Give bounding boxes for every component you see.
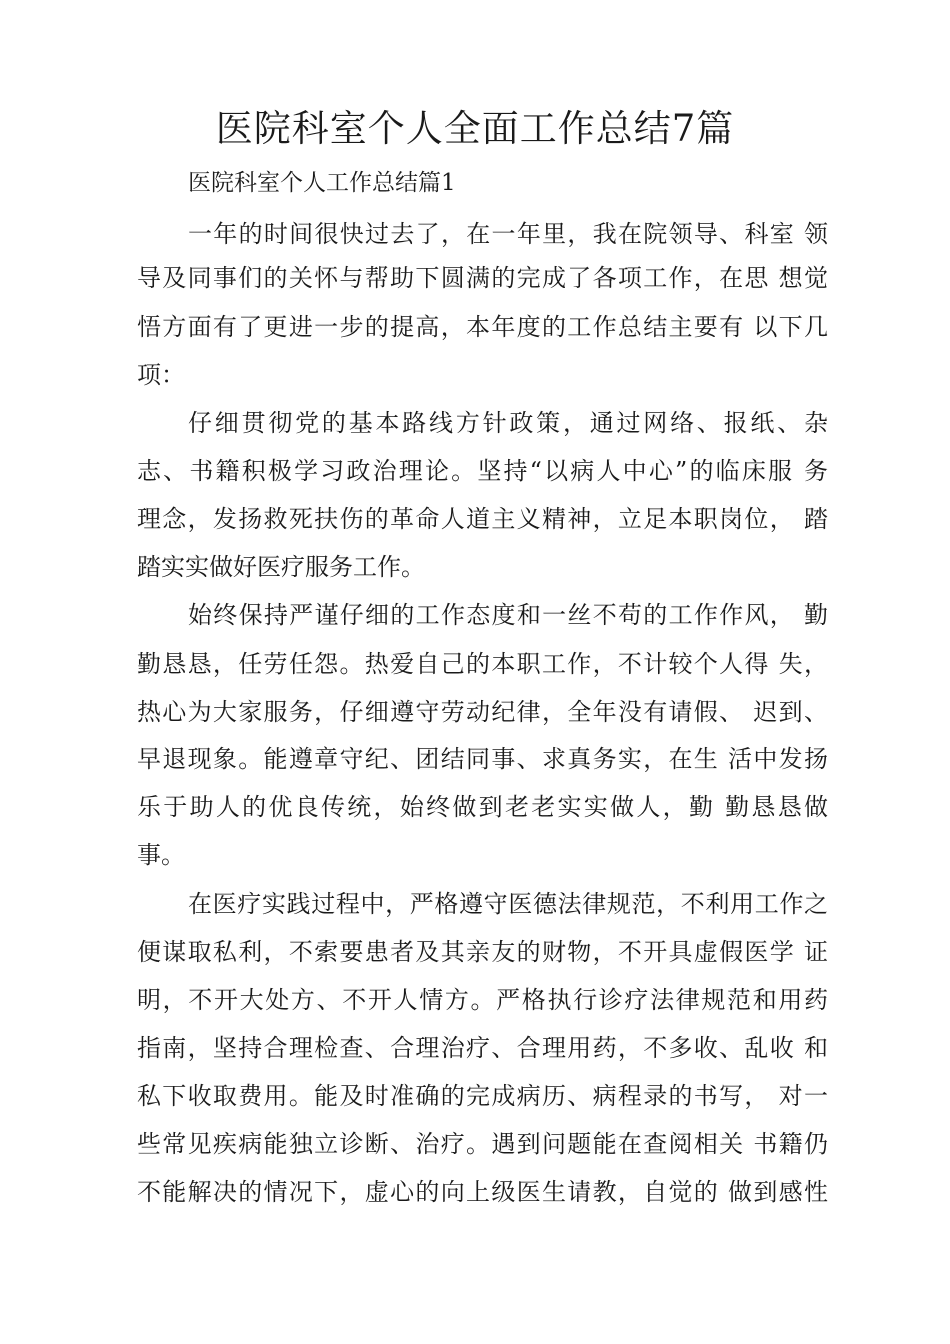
paragraph-4-line-4: 指南，坚持合理检查、合理治疗、合理用药，不多收、乱收 和 <box>137 1034 828 1062</box>
paragraph-4-line-7: 不能解决的情况下，虚心的向上级医生请教，自觉的 做到感性 <box>137 1178 828 1206</box>
paragraph-1-line-1: 一年的时间很快过去了，在一年里，我在院领导、科室 领 <box>188 220 828 248</box>
paragraph-3-line-1: 始终保持严谨仔细的工作态度和一丝不苟的工作作风， 勤 <box>188 601 828 629</box>
paragraph-2-line-2: 志、书籍积极学习政治理论。坚持“以病人中心”的临床服 务 <box>137 457 828 485</box>
document-title: 医院科室个人全面工作总结7篇 <box>215 107 735 150</box>
paragraph-3-line-4: 早退现象。能遵章守纪、团结同事、求真务实，在生 活中发扬 <box>137 745 828 773</box>
paragraph-4-line-2: 便谋取私利，不索要患者及其亲友的财物，不开具虚假医学 证 <box>137 938 828 966</box>
paragraph-3-line-5: 乐于助人的优良传统，始终做到老老实实做人，勤 勤恳恳做 <box>137 793 828 821</box>
paragraph-2-line-1: 仔细贯彻党的基本路线方针政策，通过网络、报纸、杂 <box>188 409 828 437</box>
paragraph-1-line-2: 导及同事们的关怀与帮助下圆满的完成了各项工作，在思 想觉 <box>137 264 828 292</box>
paragraph-2-line-3: 理念，发扬救死扶伤的革命人道主义精神，立足本职岗位， 踏 <box>137 505 828 533</box>
paragraph-3-line-3: 热心为大家服务，仔细遵守劳动纪律，全年没有请假、 迟到、 <box>137 698 828 726</box>
paragraph-3-line-6: 事。 <box>137 841 185 869</box>
paragraph-3-line-2: 勤恳恳，任劳任怨。热爱自己的本职工作，不计较个人得 失， <box>137 650 828 678</box>
paragraph-4-line-6: 些常见疾病能独立诊断、治疗。遇到问题能在查阅相关 书籍仍 <box>137 1130 828 1158</box>
paragraph-2-line-4: 踏实实做好医疗服务工作。 <box>137 553 425 581</box>
section-heading: 医院科室个人工作总结篇1 <box>188 170 456 196</box>
paragraph-1-line-4: 项： <box>137 361 185 389</box>
paragraph-4-line-5: 私下收取费用。能及时准确的完成病历、病程录的书写， 对一 <box>137 1082 828 1110</box>
paragraph-4-line-1: 在医疗实践过程中，严格遵守医德法律规范，不利用工作之 <box>188 890 828 918</box>
paragraph-1-line-3: 悟方面有了更进一步的提高，本年度的工作总结主要有 以下几 <box>137 313 828 341</box>
paragraph-4-line-3: 明，不开大处方、不开人情方。严格执行诊疗法律规范和用药 <box>137 986 828 1014</box>
